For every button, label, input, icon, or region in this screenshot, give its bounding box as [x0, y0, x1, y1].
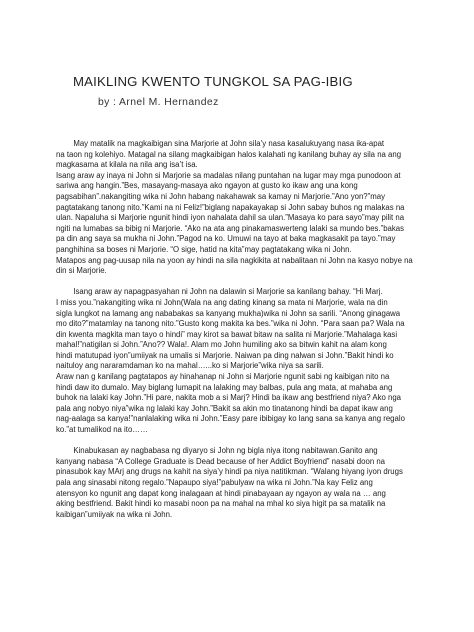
story-line: Isang araw ay inaya ni John si Marjorie sa madalas nilang puntahan na lugar may mga punodoon at: [56, 170, 401, 180]
story-line: panghihina sa boses ni Marjorie. “O sige, hatid na kita”may pagtatakang wika ni John.: [56, 244, 352, 254]
author-byline: by : Arnel M. Hernandez: [98, 97, 219, 108]
story-line: kanyang nabasa “A College Graduate is Dead because of her Addict Boyfriend” nasabi doon na: [56, 456, 385, 466]
story-title: MAIKLING KWENTO TUNGKOL SA PAG-IBIG: [73, 74, 353, 89]
story-line: nag-aalaga sa kanya!”nanlalaking wika ni John.”Easy pare ibibigay ko lang sana sa kanya ang regalo: [56, 414, 405, 424]
story-line: Kinabukasan ay nagbabasa ng diyaryo si John ng bigla niya itong nabitawan.Ganito ang: [56, 446, 378, 456]
story-line: sigla lungkot na lamang ang nababakas sa kanyang mukha)wika ni John sa sarili. “Anong ginagawa: [56, 308, 401, 318]
story-line: mahal!”natigilan si John.”Ano?? Wala!. Alam mo John humiling ako sa bitwin kahit na alam kong: [56, 340, 387, 350]
paragraph-gap: [56, 277, 438, 288]
story-line: Isang araw ay napagpasyahan ni John na dalawin si Marjorie sa kanilang bahay. “Hi Marj.: [56, 287, 383, 297]
story-body: [56, 139, 438, 520]
story-line: pa din ang saya sa mukha ni John.”Pagod na ko. Umuwi na tayo at baka magkasakit pa tayo.”may: [56, 234, 396, 244]
story-line: pagtatakang tanong nito.”Kami na ni Feliz!”biglang napakayakap si John sabay buhos ng malakas na: [56, 202, 405, 212]
story-line: Araw nan g kanilang pagtatapos ay hinahanap ni John si Marjorie ngunit sabi ng kaibigan nito na: [56, 372, 390, 382]
story-line: din kwenta magkita man tayo o hindi” may kirot sa bawat bitaw na salita ni Marjorie.”Mahalaga kasi: [56, 329, 398, 339]
story-line: pala ang nobyo niya”wika ng lalaki kay John.”Bakit sa akin mo tinatanong hindi ba dapat ikaw ang: [56, 403, 393, 413]
story-line: pagsabihan”.nakangiting wika ni John habang nakahawak sa kamay ni Marjorie.”Ano yon?”may: [56, 191, 385, 201]
story-line: pinasubok kay MArj ang drugs na kahit na siya’y hindi pa niya natitikman. “Walang hiyang iyon drugs: [56, 467, 403, 477]
story-line: ulan. Napaluha si Marjorie ngunit hindi iyon nahalata dahil sa ulan.”Masaya ko para sayo”may pilit na: [56, 213, 405, 223]
story-line: atensyon ko ngunit ang dapat kong inalagaan at hindi pinabayaan ay ngayon ay wala na … ang: [56, 488, 386, 498]
story-line: naituloy ang nararamdaman ko na mahal…...ko si Marjorie”wika niya sa sarili.: [56, 361, 324, 371]
story-line: hindi matutupad iyon”umiiyak na umalis si Marjorie. Naiwan pa ding nalwan si John.”Bakit hindi ko: [56, 350, 394, 360]
story-line: sariwa ang hangin.”Bes, masayang-masaya ako ngayon at gusto ko ikaw ang una kong: [56, 181, 358, 191]
story-line: mo dito?”matamlay na tanong nito.”Gusto kong makita ka bes.”wika ni John. “Para saan pa? Wala na: [56, 319, 405, 329]
story-line: May matalik na magkaibigan sina Marjorie at John sila’y nasa kasalukuyang nasa ika-apat: [56, 139, 385, 148]
story-line: aking bestfriend. Bakit hindi ko masabi noon pa na mahal na mhal ko siya higit pa sa matalik na: [56, 499, 386, 509]
story-line: ko.”at tumalikod na ito……: [56, 425, 148, 435]
story-line: I miss you.”nakangiting wika ni John(Wala na ang dating kinang sa mata ni Marjorie, wala na din: [56, 297, 388, 307]
story-line: pala ang sinasabi nitong regalo.”Napaupo siya!”pabulyaw na wika ni John.”Na kay Feliz ang: [56, 478, 373, 487]
story-line: Matapos ang pag-uusap nila na yoon ay hindi na sila nagkikita at nabalitaan ni John na kasyo nobye na: [56, 255, 413, 265]
story-line: buhok na lalaki kay John.”Hi pare, nakita mob a si Marj? Hindi ba ikaw ang bestfriend niya? Ako nga: [56, 393, 401, 403]
paragraph-gap: [56, 436, 438, 447]
story-line: ngiti na lumabas sa bibig ni Marjorie. “Ako na ata ang pinakamaswerteng lalaki sa mundo bes.”bakas: [56, 223, 405, 233]
story-line: hindi daw ito dumalo. May biglang lumapit na lalaking may balbas, pula ang mata, at mahaba ang: [56, 382, 393, 392]
story-line: din si Marjorie.: [56, 266, 107, 276]
story-line: na taon ng kolehiyo. Matagal na silang magkaibigan halos kalahati ng kanilang buhay ay sila na ang: [56, 149, 402, 159]
story-line: magkasama at kilala na nila ang isa’t isa.: [56, 160, 198, 170]
story-line: kaibigan”umiiyak na wika ni John.: [56, 509, 173, 519]
